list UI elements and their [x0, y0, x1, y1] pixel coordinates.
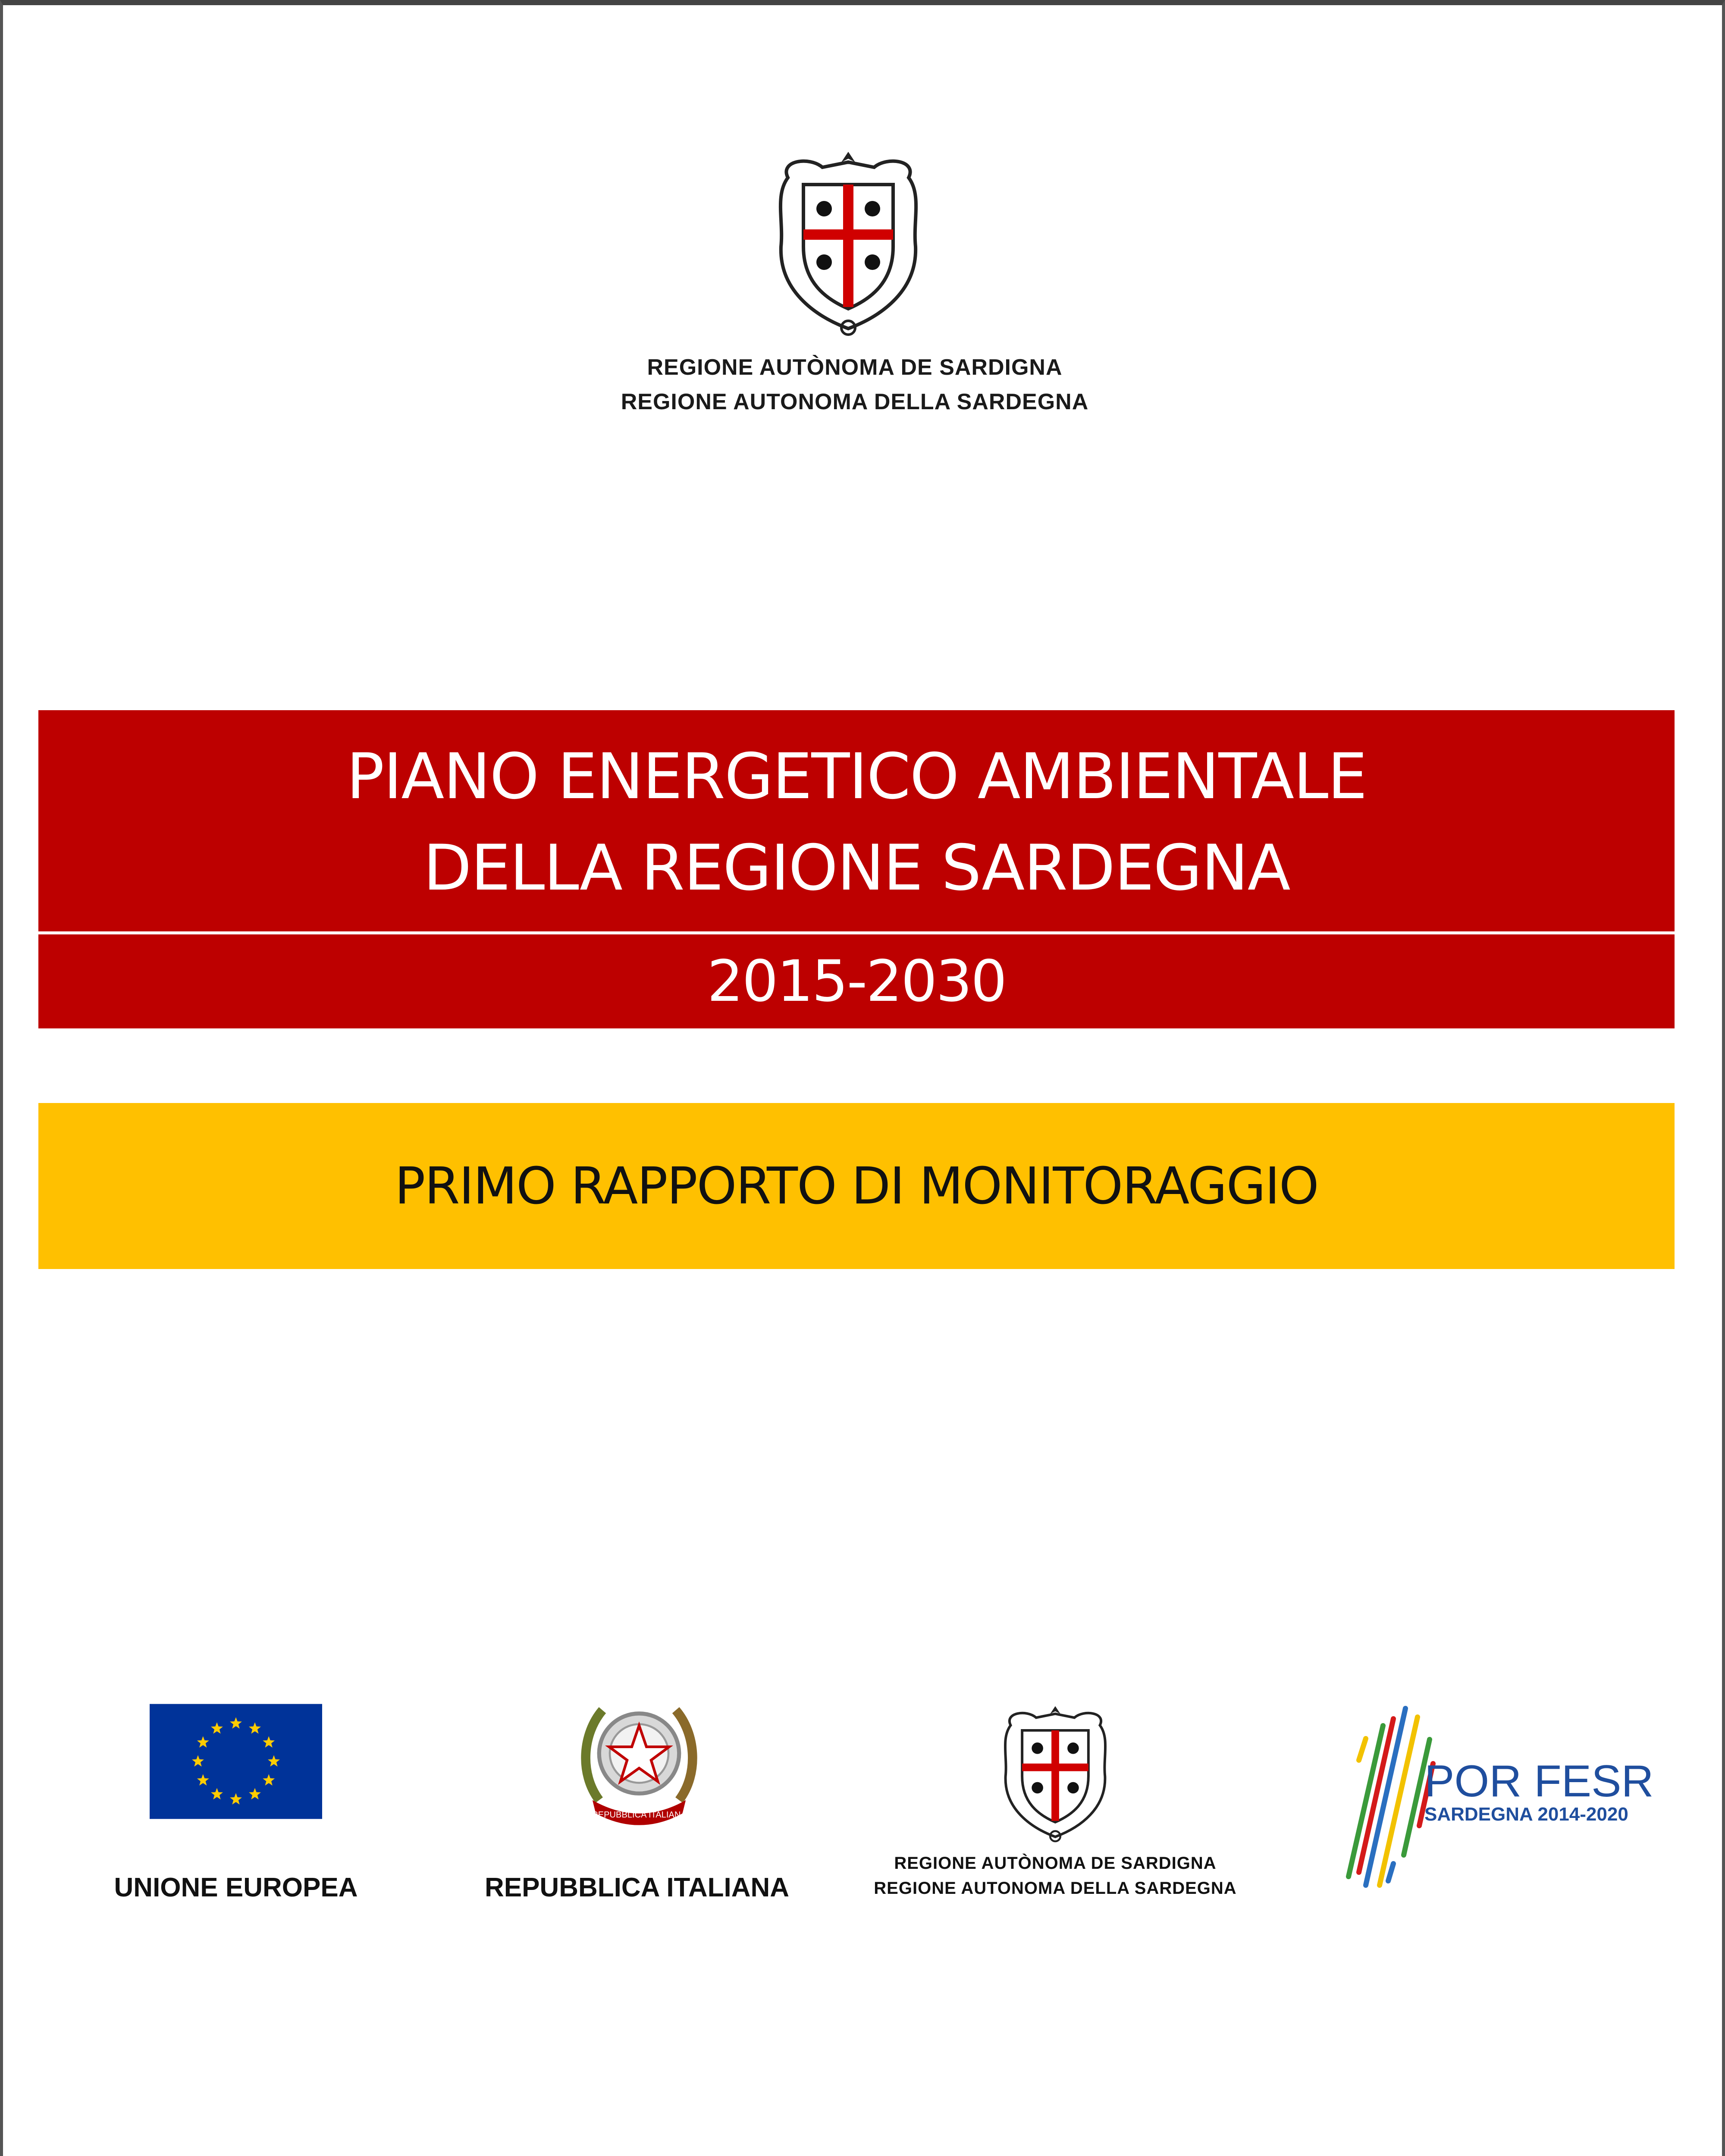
por-fesr-title: POR FESR: [1424, 1756, 1654, 1806]
document-subtitle: PRIMO RAPPORTO DI MONITORAGGIO: [395, 1156, 1318, 1216]
title-band: [38, 710, 1675, 931]
document-title-line-1: PIANO ENERGETICO AMBIENTALE: [346, 740, 1367, 813]
eu-flag-icon: [150, 1703, 322, 1820]
italian-emblem-icon: [572, 1687, 706, 1833]
years-band: [38, 934, 1675, 1028]
por-fesr-logo-icon: [1340, 1700, 1654, 1894]
subtitle-band: [38, 1103, 1675, 1269]
plan-years: 2015-2030: [707, 948, 1006, 1015]
document-title-line-2: DELLA REGIONE SARDEGNA: [423, 831, 1290, 905]
italy-label: REPUBBLICA ITALIANA: [484, 1873, 790, 1902]
sardinia-coat-of-arms-icon: [991, 1700, 1120, 1846]
sardinia-label-line-1: REGIONE AUTÒNOMA DE SARDIGNA: [894, 1854, 1217, 1873]
emblem-ribbon-text: REPUBBLICA ITALIANA: [592, 1810, 687, 1820]
sardinia-label-line-2: REGIONE AUTONOMA DELLA SARDEGNA: [874, 1879, 1237, 1898]
region-name-header: [564, 350, 1146, 419]
region-name-italian: REGIONE AUTONOMA DELLA SARDEGNA: [621, 389, 1089, 414]
sardinia-label: [866, 1851, 1245, 1901]
region-name-sardinian: REGIONE AUTÒNOMA DE SARDIGNA: [647, 355, 1063, 380]
sardinia-coat-of-arms-icon: [762, 143, 935, 342]
eu-label: UNIONE EUROPEA: [114, 1873, 358, 1902]
por-fesr-subtitle: SARDEGNA 2014-2020: [1424, 1804, 1628, 1825]
